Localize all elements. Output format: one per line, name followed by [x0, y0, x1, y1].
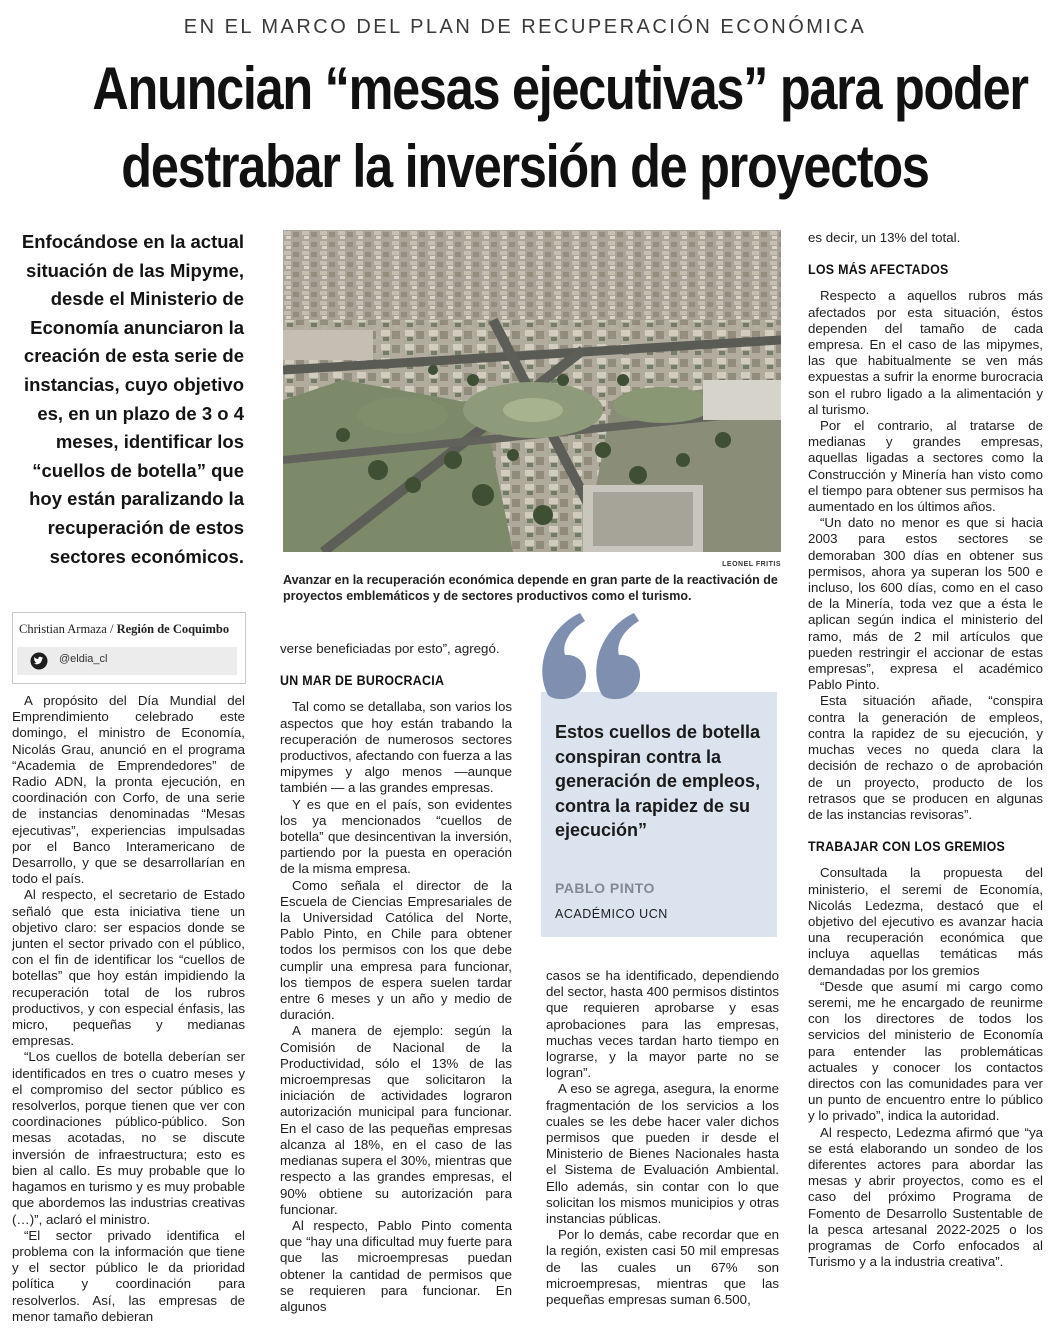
headline-line-1: Anuncian “mesas ejecutivas” para poder — [92, 55, 1028, 122]
col4-paragraph-4: Esta situación añade, “conspira contra la generación de empleos, contra la rapidez de su ejecución, y muchas veces no queda clara la decisión de rechazo o de aprobación de un proyecto, producto de los retrasos que se producen en algunas de las instancias revisoras”. — [808, 693, 1043, 822]
headline-line-2: destrabar la inversión de proyectos — [121, 133, 929, 200]
col4-paragraph-5: Consultada la propuesta del ministerio, el seremi de Economía, Nicolás Ledezma, destacó que el objetivo del ejecutivo es avanzar hacia una recuperación económica que incluya aquellas temáticas más demandadas por los gremios — [808, 865, 1043, 978]
col4-paragraph-3: “Un dato no menor es que si hacia 2003 para estos sectores se demoraban 300 días en obtener sus permisos, ahora ya superan los 500 e incluso, los 600 días, como en el caso de la Minería, toda vez que a ésta le aplican según indica el ministerio del ramo, más de 2 mil artículos que pueden restringir el accionar de estas empresas”, expresa el académico Pablo Pinto. — [808, 515, 1043, 693]
col3-paragraph-3: Por lo demás, cabe recordar que en la región, existen casi 50 mil empresas de las cuales un 67% son microempresas, mientras que las pequeñas empresas suman 6.500, — [546, 1227, 779, 1308]
col2-paragraph-5: Al respecto, Pablo Pinto comenta que “hay una dificultad muy fuerte para que las microempresas puedan obtener la cantidad de permisos que se requieren para funcionar. En algunos — [280, 1217, 512, 1314]
col2-paragraph-0: verse beneficiadas por esto”, agregó. — [280, 641, 500, 656]
byline-box — [12, 612, 246, 684]
article-column-3 — [546, 968, 779, 1308]
twitter-icon — [30, 652, 48, 670]
col1-paragraph-3: “Los cuellos de botella deberían ser identificados en tres o cuatro meses y el compromiso del sector público es resolverlos, porque tienen que ver con coordinaciones público-público. Son mesas acotadas, no se discute inversión de infraestructura; esto es bien al callo. Es muy probable que lo hagamos en turismo y es muy probable que abordemos las industrias creativas (…)”, aclaró el ministro. — [12, 1049, 245, 1227]
col3-paragraph-1: casos se ha identificado, dependiendo del sector, hasta 400 permisos distintos que requieren aprobarse y esas aprobaciones para las empresas, muchas veces tardan harto tiempo en lograrse, y la mayor parte no se logran”. — [546, 968, 779, 1081]
col2-paragraph-4: A manera de ejemplo: según la Comisión de Nacional de la Productividad, sólo el 13% de las microempresas que solicitaron la iniciación de actividades lograron autorización municipal para funcionar. En el caso de las pequeñas empresas alcanza al 18%, en el caso de las medianas supera el 30%, mientras que respecto a las grandes empresas, el 90% obtiene su autorización para funcionar. — [280, 1023, 512, 1217]
col2-paragraph-1: Tal como se detallaba, son varios los aspectos que hoy están trabando la recuperación de numerosos sectores productivos, afectando con fuerza a las mipymes y algo menos —aunque también — a las grandes empresas. — [280, 699, 512, 796]
aerial-city-photo — [283, 230, 781, 552]
subhead-mar-de-burocracia: UN MAR DE BUROCRACIA — [280, 673, 445, 689]
article-column-2 — [280, 641, 512, 1315]
col2-paragraph-2: Y es que en el país, son evidentes los ya mencionados “cuellos de botella” que desincentivan la inversión, partiendo por la puesta en operación de la misma empresa. — [280, 796, 512, 877]
pull-quote-name: PABLO PINTO — [555, 880, 655, 896]
social-handle: @eldia_cl — [59, 653, 108, 665]
col4-paragraph-7: Al respecto, Ledezma afirmó que “ya se está elaborando un sondeo de los diferentes actores para abordar las mesas y abrir proyectos, como es el caso del próximo Programa de Fomento de Desarrollo Sustentable de la pesca artesanal 2022-2025 o los programas de Corfo enfocados al Turismo y a la industria creativa”. — [808, 1124, 1043, 1270]
article-column-1 — [12, 693, 245, 1325]
pull-quote-role: ACADÉMICO UCN — [555, 907, 668, 921]
subhead-trabajar-con-los-gremios: TRABAJAR CON LOS GREMIOS — [808, 839, 1006, 855]
headline — [92, 50, 1028, 206]
col2-paragraph-3: Como señala el director de la Escuela de Ciencias Empresariales de la Universidad Católica del Norte, Pablo Pinto, en Chile para obtener todos los permisos con los que debe cumplir una empresa para funcionar, los tiempos de espera suelen tardar entre 6 meses y un año y medio de duración. — [280, 877, 512, 1023]
kicker: EN EL MARCO DEL PLAN DE RECUPERACIÓN ECONÓMICA — [183, 16, 867, 38]
col4-paragraph-0: es decir, un 13% del total. — [808, 230, 961, 245]
quote-mark-icon — [540, 607, 650, 702]
byline-region: Región de Coquimbo — [116, 622, 230, 636]
col3-paragraph-2: A eso se agrega, asegura, la enorme fragmentación de los servicios a los cuales se les debe hacer valer dichos permisos que pueden ir desde el Ministerio de Bienes Nacionales hasta el Sistema de Evaluación Ambiental. Ello además, sin contar con lo que solicitan los mismos municipios y otras instancias públicas. — [546, 1081, 779, 1227]
col1-paragraph-4: “El sector privado identifica el problema con la información que tiene y el sector público le da prioridad política y coordinación para resolverlos. Así, las empresas de menor tamaño debieran — [12, 1227, 245, 1324]
col1-paragraph-2: Al respecto, el secretario de Estado señaló que esta iniciativa tiene un objetivo claro: ser espacios donde se junten el sector privado con el público, con el fin de identificar los “cuellos de botellas” que hoy están impidiendo la recuperación total de los rubros productivos, y con especial énfasis, las micro, pequeñas y medianas empresas. — [12, 887, 245, 1049]
col4-paragraph-6: “Desde que asumí mi cargo como seremi, me he encargado de reunirme con los directores de todos los servicios del ministerio de Economía para entender las problemáticas actuales y conocer los contactos directos con las comunidades para ver un punto de encuentro entre lo público y lo privado”, indica la autoridad. — [808, 978, 1043, 1124]
social-bar — [17, 647, 237, 675]
pull-quote-text: Estos cuellos de botella conspiran contra la generación de empleos, contra la rapidez de su ejecución” — [555, 722, 761, 840]
photo-caption: Avanzar en la recuperación económica depende en gran parte de la reactivación de proyectos emblemáticos y de sectores productivos como el turismo. — [283, 573, 778, 603]
photo-credit: LEONEL FRITIS — [722, 561, 781, 568]
article-column-4 — [808, 230, 1043, 1270]
byline-separator: / — [106, 622, 117, 636]
byline — [19, 622, 229, 637]
subhead-los-mas-afectados: LOS MÁS AFECTADOS — [808, 262, 949, 278]
col4-paragraph-2: Por el contrario, al tratarse de medianas y grandes empresas, aquellas ligadas a sectores como la Construcción y Minería han visto como el tiempo para obtener sus permisos ha aumentado en los últimos años. — [808, 418, 1043, 515]
col1-paragraph-1: A propósito del Día Mundial del Emprendimiento celebrado este domingo, el ministro de Economía, Nicolás Grau, anunció en el programa “Academia de Emprendedores” de Radio ADN, la pronta ejecución, en coordinación con Corfo, de una serie de instancias denominadas “Mesas ejecutivas”, experiencias impulsadas por el Banco Interamericano de Desarrollo, y que se desarrollarían en todo el país. — [12, 693, 245, 887]
lede: Enfocándose en la actual situación de las Mipyme, desde el Ministerio de Economía anunciaron la creación de esta serie de instancias, cuyo objetivo es, en un plazo de 3 o 4 meses, identificar los “cuellos de botella” que hoy están paralizando la recuperación de estos sectores económicos. — [21, 231, 244, 567]
byline-author: Christian Armaza — [19, 622, 107, 636]
col4-paragraph-1: Respecto a aquellos rubros más afectados por esta situación, éstos dependen del tamaño de cada empresa. En el caso de las mipymes, las que habitualmente se ven más expuestas a sufrir la enorme burocracia son el rubro ligado a la alimentación y al turismo. — [808, 288, 1043, 417]
